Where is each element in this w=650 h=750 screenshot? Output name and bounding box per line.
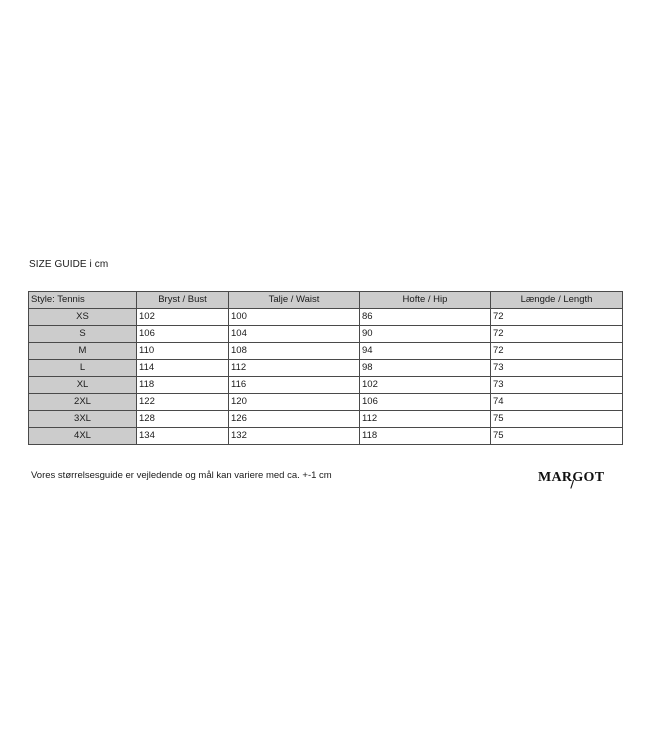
size-label: 2XL [29,394,137,411]
length-cell: 73 [491,360,623,377]
bust-cell: 128 [137,411,229,428]
margot-logo [537,467,623,489]
waist-cell: 100 [229,309,360,326]
waist-cell: 120 [229,394,360,411]
bust-cell: 122 [137,394,229,411]
length-cell: 75 [491,428,623,445]
table-row [29,360,623,377]
size-guide-title: SIZE GUIDE i cm [29,259,109,270]
bust-cell: 110 [137,343,229,360]
table-row [29,326,623,343]
bust-cell: 134 [137,428,229,445]
hip-cell: 86 [360,309,491,326]
waist-cell: 112 [229,360,360,377]
waist-cell: 132 [229,428,360,445]
header-waist: Talje / Waist [229,292,360,309]
table-row [29,377,623,394]
hip-cell: 90 [360,326,491,343]
size-table [28,291,623,445]
bust-cell: 102 [137,309,229,326]
size-label: XL [29,377,137,394]
length-cell: 74 [491,394,623,411]
table-row [29,309,623,326]
hip-cell: 112 [360,411,491,428]
waist-cell: 108 [229,343,360,360]
size-label: M [29,343,137,360]
bust-cell: 106 [137,326,229,343]
table-row [29,394,623,411]
header-style: Style: Tennis [29,292,137,309]
size-label: L [29,360,137,377]
table-row [29,343,623,360]
length-cell: 72 [491,309,623,326]
header-length: Længde / Length [491,292,623,309]
table-row [29,428,623,445]
bust-cell: 118 [137,377,229,394]
size-label: 4XL [29,428,137,445]
hip-cell: 118 [360,428,491,445]
length-cell: 73 [491,377,623,394]
disclaimer-note: Vores størrelsesguide er vejledende og mål kan variere med ca. +-1 cm [31,470,332,481]
hip-cell: 102 [360,377,491,394]
header-hip: Hofte / Hip [360,292,491,309]
length-cell: 72 [491,326,623,343]
header-bust: Bryst / Bust [137,292,229,309]
hip-cell: 94 [360,343,491,360]
size-label: 3XL [29,411,137,428]
length-cell: 72 [491,343,623,360]
waist-cell: 104 [229,326,360,343]
bust-cell: 114 [137,360,229,377]
length-cell: 75 [491,411,623,428]
size-label: S [29,326,137,343]
brand-wordmark: MARGOT [538,470,605,485]
size-label: XS [29,309,137,326]
hip-cell: 98 [360,360,491,377]
waist-cell: 126 [229,411,360,428]
table-header-row [29,292,623,309]
hip-cell: 106 [360,394,491,411]
table-row [29,411,623,428]
waist-cell: 116 [229,377,360,394]
